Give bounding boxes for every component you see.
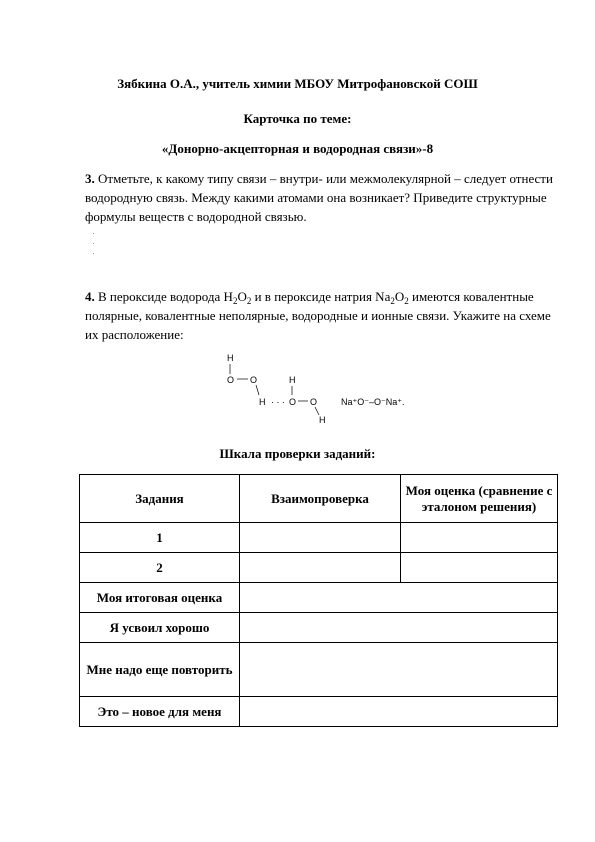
assessment-table <box>79 474 558 727</box>
summary-cell[interactable] <box>240 697 558 727</box>
table-caption: Шкала проверки заданий: <box>219 446 376 461</box>
task-number: 2 <box>80 553 240 583</box>
atom-h: H <box>289 375 296 385</box>
bond-line <box>256 385 259 395</box>
subscript: 2 <box>390 296 395 306</box>
task-number: 1 <box>80 523 240 553</box>
card-label: Карточка по теме: <box>243 111 352 126</box>
sodium-peroxide-formula: Na⁺O⁻–O⁻Na⁺. <box>341 397 405 407</box>
atom-h: H <box>319 415 326 425</box>
task-4-text: В пероксиде водорода H <box>98 289 233 304</box>
task-4-text: и в пероксиде натрия Na <box>251 289 391 304</box>
atom-h: H <box>259 397 266 407</box>
peroxide-structure-diagram <box>215 345 435 425</box>
blank-mark <box>93 243 94 244</box>
task-3-number: 3. <box>85 171 95 186</box>
atom-o: O <box>289 397 297 407</box>
blank-mark <box>93 233 94 234</box>
table-row <box>80 553 558 583</box>
task-4-number: 4. <box>85 289 95 304</box>
bond-line <box>315 407 319 415</box>
summary-label: Это – новое для меня <box>80 697 240 727</box>
author-line: Зябкина О.А., учитель химии МБОУ Митрофановской СОШ <box>117 76 478 91</box>
task-3-text: Отметьте, к какому типу связи – внутри- или межмолекулярной – следует отнести водородную связь. Между какими атомами она возникает? Приведите структурные формулы веществ с водородной связью. <box>85 171 553 224</box>
header-self-assessment: Моя оценка (сравнение с эталоном решения) <box>401 475 558 523</box>
hydrogen-bond-dots: · · · <box>271 397 285 407</box>
topic-title: «Донорно-акцепторная и водородная связи»-8 <box>161 141 434 156</box>
summary-cell[interactable] <box>240 613 558 643</box>
header-tasks: Задания <box>80 475 240 523</box>
atom-o: O <box>310 397 318 407</box>
subscript: 2 <box>232 296 238 306</box>
task-4-text: O <box>394 289 405 304</box>
peer-review-cell[interactable] <box>240 553 401 583</box>
self-assessment-cell[interactable] <box>401 523 558 553</box>
task-4 <box>85 287 555 344</box>
table-row <box>80 613 558 643</box>
summary-cell[interactable] <box>240 583 558 613</box>
atom-o: O <box>227 375 235 385</box>
table-row <box>80 523 558 553</box>
subscript: 2 <box>404 296 409 306</box>
atom-h: H <box>227 353 234 363</box>
header-peer-review: Взаимопроверка <box>240 475 401 523</box>
task-3 <box>85 169 555 226</box>
summary-cell[interactable] <box>240 643 558 697</box>
subscript: 2 <box>246 296 252 306</box>
table-row <box>80 583 558 613</box>
task-4-text: имеются ковалентные полярные, ковалентные неполярные, водородные и ионные связи. Укажите на схеме их расположение: <box>85 289 551 342</box>
summary-label: Я усвоил хорошо <box>80 613 240 643</box>
self-assessment-cell[interactable] <box>401 553 558 583</box>
blank-mark <box>93 253 94 254</box>
summary-label: Моя итоговая оценка <box>80 583 240 613</box>
atom-o: O <box>250 375 258 385</box>
peer-review-cell[interactable] <box>240 523 401 553</box>
table-row <box>80 697 558 727</box>
table-row <box>80 643 558 697</box>
table-header-row <box>80 475 558 523</box>
summary-label: Мне надо еще повторить <box>80 643 240 697</box>
task-4-text: O <box>237 289 247 304</box>
